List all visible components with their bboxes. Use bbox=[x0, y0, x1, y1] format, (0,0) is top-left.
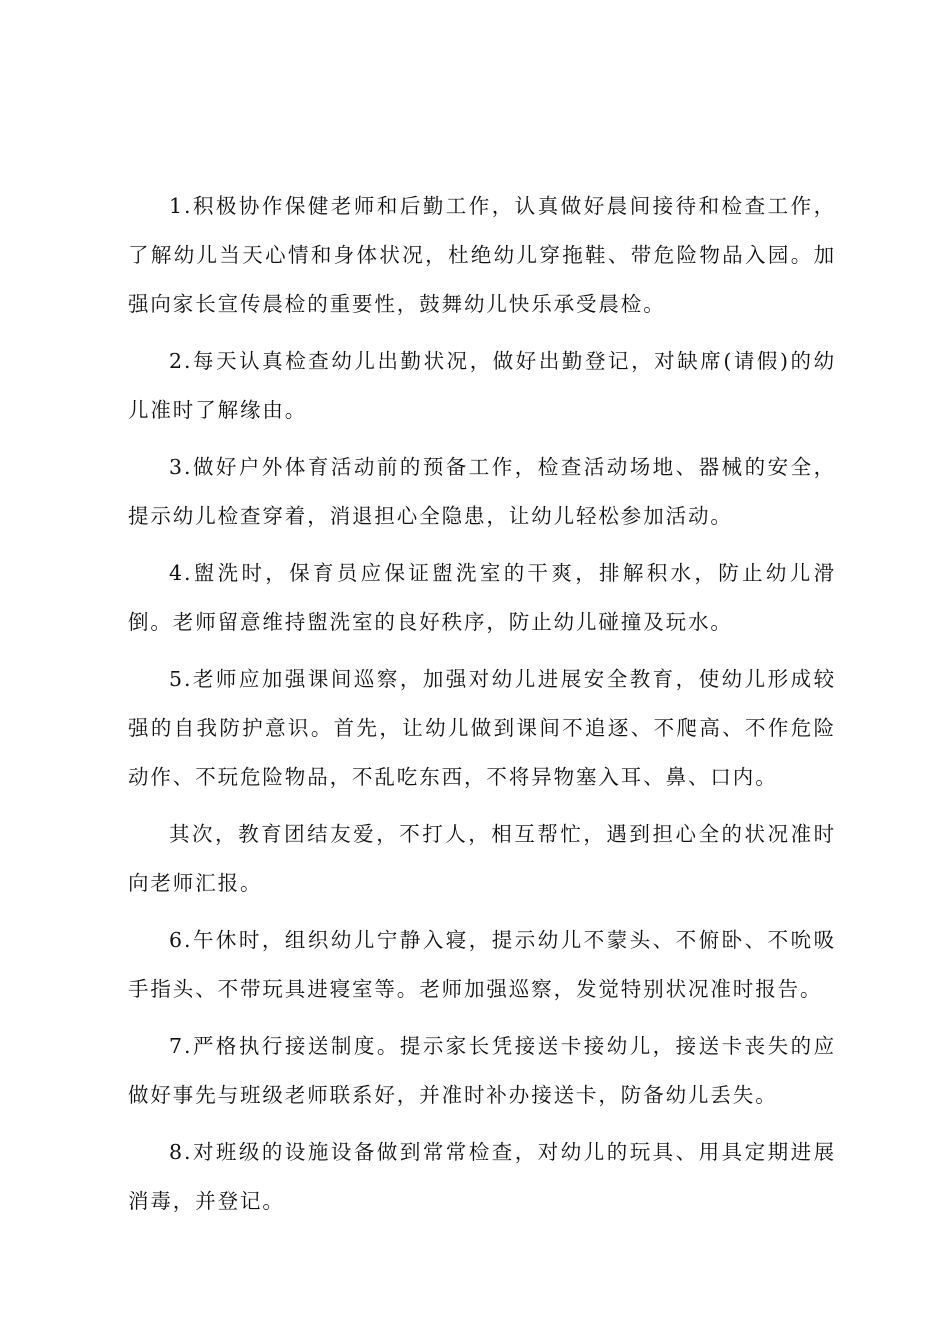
document-body bbox=[128, 182, 836, 1234]
paragraph-4: 4.盥洗时，保育员应保证盥洗室的干爽，排解积水，防止幼儿滑倒。老师留意维持盥洗室的良好秩序，防止幼儿碰撞及玩水。 bbox=[128, 561, 836, 634]
paragraph-5-continued: 其次，教育团结友爱，不打人，相互帮忙，遇到担心全的状况准时向老师汇报。 bbox=[128, 822, 836, 895]
paragraph-1: 1.积极协作保健老师和后勤工作，认真做好晨间接待和检查工作，了解幼儿当天心情和身体状况，杜绝幼儿穿拖鞋、带危险物品入园。加强向家长宣传晨检的重要性，鼓舞幼儿快乐承受晨检。 bbox=[128, 194, 836, 316]
paragraph-2: 2.每天认真检查幼儿出勤状况，做好出勤登记，对缺席(请假)的幼儿准时了解缘由。 bbox=[128, 349, 836, 422]
paragraph-7: 7.严格执行接送制度。提示家长凭接送卡接幼儿，接送卡丧失的应做好事先与班级老师联系好，并准时补办接送卡，防备幼儿丢失。 bbox=[128, 1034, 836, 1107]
paragraph-5: 5.老师应加强课间巡察，加强对幼儿进展安全教育，使幼儿形成较强的自我防护意识。首先，让幼儿做到课间不追逐、不爬高、不作危险动作、不玩危险物品，不乱吃东西，不将异物塞入耳、鼻、口内。 bbox=[128, 667, 836, 789]
paragraph-3: 3.做好户外体育活动前的预备工作，检查活动场地、器械的安全，提示幼儿检查穿着，消退担心全隐患，让幼儿轻松参加活动。 bbox=[128, 455, 836, 528]
paragraph-8: 8.对班级的设施设备做到常常检查，对幼儿的玩具、用具定期进展消毒，并登记。 bbox=[128, 1140, 836, 1213]
paragraph-6: 6.午休时，组织幼儿宁静入寝，提示幼儿不蒙头、不俯卧、不吮吸手指头、不带玩具进寝室等。老师加强巡察，发觉特别状况准时报告。 bbox=[128, 928, 836, 1001]
